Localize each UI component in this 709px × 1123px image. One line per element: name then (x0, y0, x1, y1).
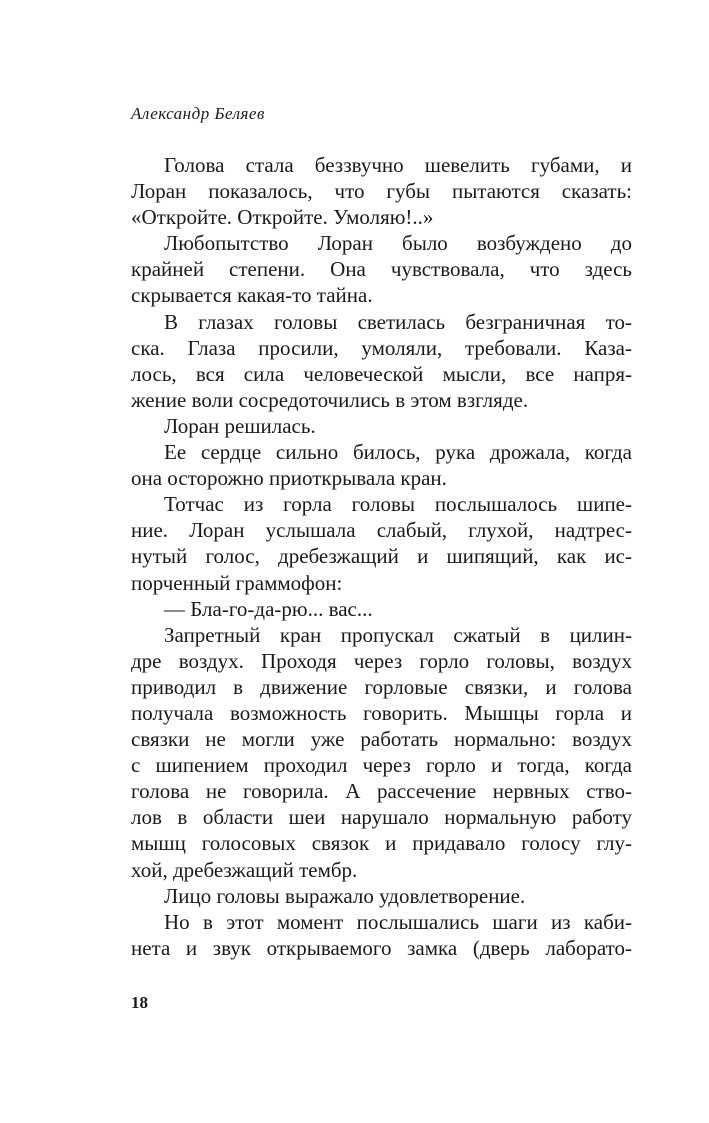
text-line: жение воли сосредоточились в этом взгляде. (131, 387, 529, 412)
text-line: голова не говорила. А рассечение нервных ство- (131, 779, 632, 804)
text-line: дре воздух. Проходя через горло головы, воздух (131, 648, 632, 673)
text-line: скрывается какая-то тайна. (131, 283, 373, 308)
text-line: хой, дребезжащий тембр. (131, 857, 358, 882)
page-number: 18 (131, 993, 148, 1012)
text-line: мышц голосовых связок и придавало голосу глу- (131, 831, 632, 856)
text-line: нета и звук открываемого замка (дверь лаборато- (131, 935, 632, 960)
text-line: связки не могли уже работать нормально: воздух (131, 727, 632, 752)
text-line: Лоран показалось, что губы пытаются сказать: (131, 179, 632, 204)
body-text (131, 152, 632, 961)
text-line: лось, вся сила человеческой мысли, все напря- (131, 361, 632, 386)
text-line: порченный граммофон: (131, 570, 343, 595)
text-line: Лицо головы выражало удовлетворение. (164, 883, 526, 908)
text-line: — Бла-го-да-рю... вас... (164, 596, 373, 621)
text-line: лов в области шеи нарушало нормальную работу (131, 805, 632, 830)
text-line: В глазах головы светилась безграничная то- (164, 309, 632, 334)
text-line: получала возможность говорить. Мышцы горла и (131, 700, 632, 725)
text-line: Запретный кран пропускал сжатый в цилин- (164, 622, 632, 647)
text-line: Ее сердце сильно билось, рука дрожала, когда (164, 440, 632, 465)
text-line: приводил в движение горловые связки, и голова (131, 674, 632, 699)
text-line: Но в этот момент послышались шаги из каби- (164, 909, 632, 934)
text-line: Лоран решилась. (164, 413, 316, 438)
text-line: ние. Лоран услышала слабый, глухой, надтрес- (131, 518, 632, 543)
text-line: она осторожно приоткрывала кран. (131, 466, 447, 491)
text-line: ска. Глаза просили, умоляли, требовали. Каза- (131, 335, 632, 360)
text-line: крайней степени. Она чувствовала, что здесь (131, 257, 632, 282)
running-header-author: Александр Беляев (131, 104, 265, 123)
text-line: «Откройте. Откройте. Умоляю!..» (131, 205, 434, 230)
text-line: с шипением проходил через горло и тогда, когда (131, 753, 632, 778)
text-line: Тотчас из горла головы послышалось шипе- (164, 492, 632, 517)
text-line: Любопытство Лоран было возбуждено до (164, 231, 632, 256)
text-line: Голова стала беззвучно шевелить губами, и (164, 153, 632, 177)
text-line: нутый голос, дребезжащий и шипящий, как ис- (131, 544, 632, 569)
